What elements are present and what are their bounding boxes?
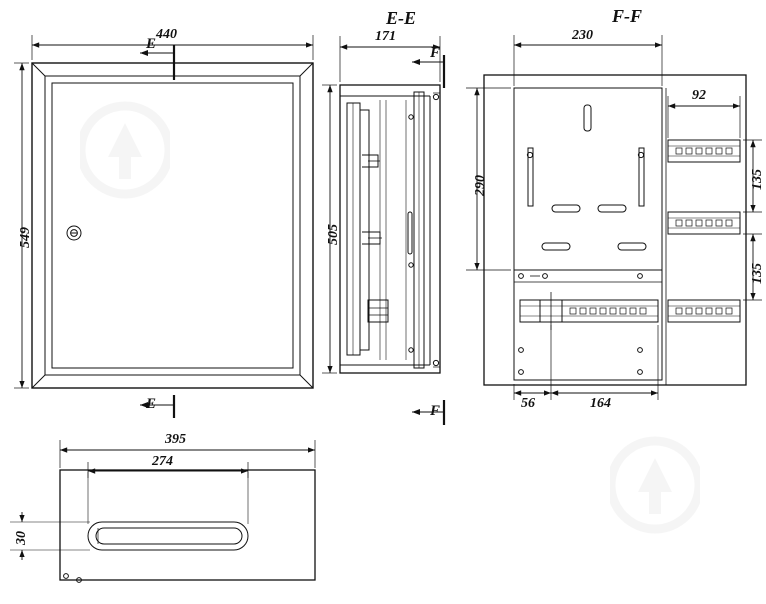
- dim-depth-171: 171: [375, 29, 396, 44]
- dim-inner-height-290: 290: [473, 175, 488, 196]
- dim-thickness-30: 30: [14, 531, 29, 545]
- dim-inner-width-230: 230: [572, 28, 593, 43]
- dim-gap-lower-135: 135: [750, 263, 765, 284]
- dim-front-height-549: 549: [18, 227, 33, 248]
- dim-gap-upper-135: 135: [750, 169, 765, 190]
- dim-front-width-440: 440: [156, 27, 177, 42]
- dim-handle-274: 274: [152, 454, 173, 469]
- section-mark-f-bottom: F: [430, 403, 441, 419]
- dim-offset-56: 56: [521, 396, 535, 411]
- section-mark-e-top: E: [146, 36, 157, 52]
- section-e-e-title: E-E: [386, 8, 417, 28]
- section-f-f-title: F-F: [612, 6, 643, 26]
- section-mark-f-top: F: [430, 45, 441, 61]
- dim-side-height-505: 505: [326, 224, 341, 245]
- dim-base-164: 164: [590, 396, 611, 411]
- dim-rail-width-92: 92: [692, 88, 706, 103]
- section-mark-e-bottom: E: [146, 396, 157, 412]
- dim-top-width-395: 395: [165, 432, 186, 447]
